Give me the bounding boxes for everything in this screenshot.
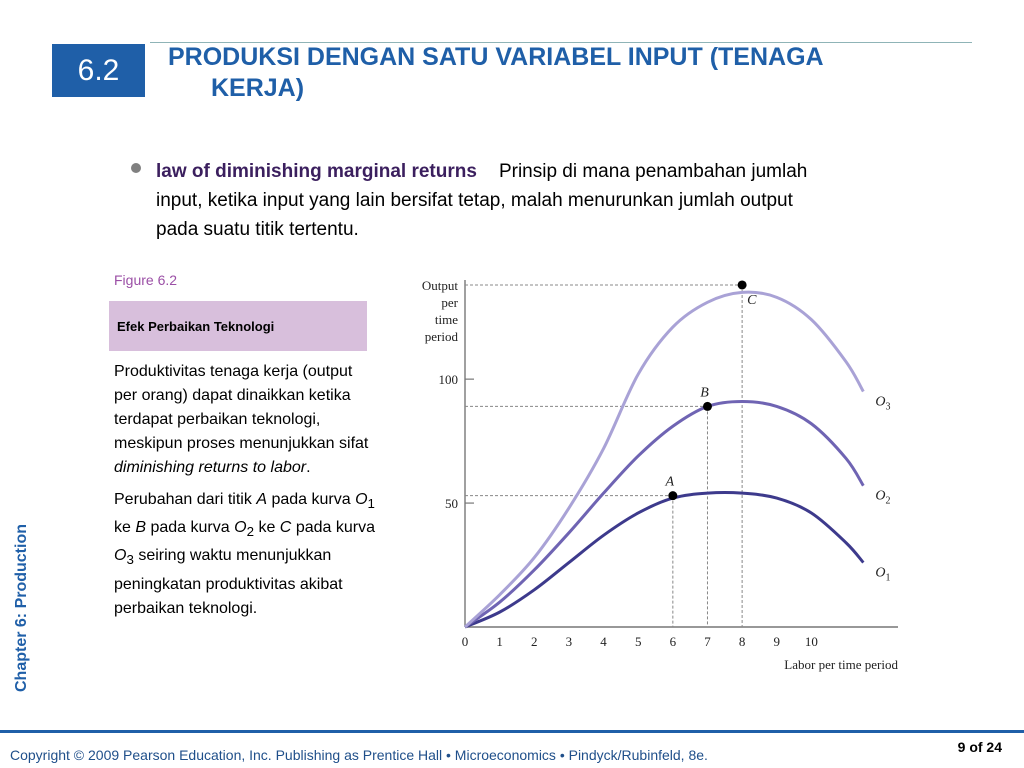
page-number: 9 of 24 (957, 739, 1002, 755)
x-axis-label: Labor per time period (784, 657, 898, 672)
x-tick-label: 0 (461, 634, 469, 649)
caption-curve-o: O (355, 491, 368, 508)
curve-o1 (465, 493, 863, 627)
caption-text: Perubahan dari titik (114, 491, 252, 508)
figure-title: Efek Perbaikan Teknologi (117, 318, 275, 334)
chapter-label: Chapter 6: Production (13, 523, 30, 692)
caption-text: pada kurva (150, 519, 230, 537)
x-tick-label: 3 (565, 634, 573, 649)
caption-text: Produktivitas tenaga kerja (output per orang) dapat dinaikkan ketika terdapat perbaikan teknologi, meskipun proses menunjukkan sifat (114, 363, 369, 452)
caption-text: pada kurva (295, 519, 375, 537)
y-tick-label: 50 (445, 496, 458, 512)
point-label-c: C (747, 292, 757, 308)
caption-text: ke (114, 519, 131, 537)
caption-point-b: B (135, 519, 147, 537)
definition-text: Prinsip di mana penambahan jumlah input, ketika input yang lain bersifat tetap, malah menurunkan jumlah output pada suatu titik tertentu. (156, 161, 808, 240)
definition-term: law of diminishing marginal returns (156, 161, 477, 182)
point-label-b: B (700, 385, 709, 401)
point-a (668, 491, 677, 500)
total-product-chart (400, 270, 920, 680)
bullet-icon (131, 163, 141, 173)
slide-title (168, 42, 958, 104)
slide-title-line-2: KERJA) (211, 74, 305, 102)
x-tick-label: 1 (496, 634, 503, 649)
caption-italic-term: diminishing returns to labor (114, 459, 307, 476)
curve-label-o2: $O_2$ (875, 488, 891, 507)
caption-text: pada kurva (271, 491, 351, 508)
caption-subscript: 3 (126, 552, 134, 568)
y-axis-label-line: per (441, 295, 458, 310)
footer-rule (0, 730, 1024, 733)
definition-paragraph (156, 157, 816, 244)
curve-o2 (465, 401, 863, 627)
curve-label-o3: $O_3$ (875, 394, 891, 413)
section-number-badge: 6.2 (52, 44, 145, 97)
x-tick-label: 6 (669, 634, 677, 649)
x-tick-label: 8 (738, 634, 746, 649)
x-tick-label: 10 (804, 634, 818, 649)
point-b (703, 402, 712, 411)
x-tick-label: 5 (634, 634, 642, 649)
figure-label: Figure 6.2 (114, 272, 178, 288)
y-axis-label-line: Output (421, 278, 458, 293)
x-tick-label: 9 (773, 634, 781, 649)
caption-paragraph-2 (114, 488, 376, 621)
x-tick-label: 4 (600, 634, 607, 649)
x-tick-label: 2 (531, 634, 538, 649)
caption-paragraph-1 (114, 360, 376, 480)
caption-subscript: 1 (367, 496, 375, 512)
copyright-text: Copyright © 2009 Pearson Education, Inc. Publishing as Prentice Hall • Microeconomics • Pindyck/Rubinfeld, 8e. (10, 747, 708, 763)
curve-label-o1: $O_1$ (875, 565, 891, 584)
caption-point-a: A (256, 491, 267, 508)
point-label-a: A (665, 474, 675, 490)
caption-curve-o: O (234, 519, 247, 537)
caption-curve-o: O (114, 547, 127, 565)
curve-o3 (465, 292, 863, 627)
figure-caption (114, 360, 376, 629)
y-axis-label-line: period (424, 329, 458, 344)
caption-period: . (306, 459, 311, 476)
caption-text: ke (258, 519, 276, 537)
point-c (738, 280, 747, 289)
y-axis-label-line: time (434, 312, 458, 327)
x-tick-label: 7 (704, 634, 711, 649)
y-tick-label: 100 (438, 372, 458, 388)
caption-subscript: 2 (246, 524, 254, 540)
caption-point-c: C (279, 519, 292, 537)
slide-title-line-1: PRODUKSI DENGAN SATU VARIABEL INPUT (TENAGA (168, 43, 824, 71)
figure-title-box (109, 301, 367, 351)
caption-text: seiring waktu menunjukkan peningkatan produktivitas akibat perbaikan teknologi. (114, 547, 343, 617)
